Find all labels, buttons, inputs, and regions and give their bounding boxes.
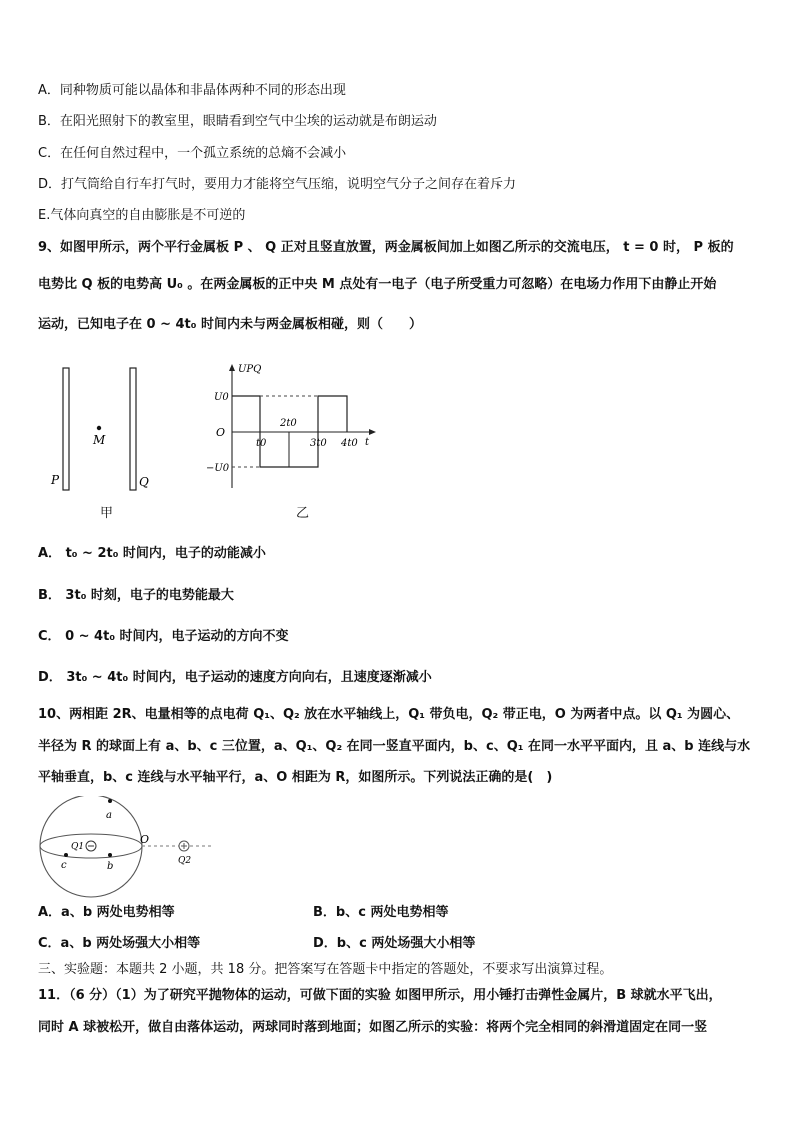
label-origin: O	[216, 426, 226, 439]
label-b: b	[107, 861, 114, 872]
label-q: Q	[139, 475, 149, 489]
q9-stem-line3: 运动，已知电子在 0 ~ 4t₀ 时间内未与两金属板相碰，则（ ）	[38, 317, 422, 332]
q9-caption-yi: 乙	[296, 506, 310, 521]
section-3-heading: 三、实验题：本题共 2 小题，共 18 分。把答案写在答题卡中指定的答题处，不要求写出演算过程。	[38, 962, 613, 977]
point-b	[108, 853, 112, 857]
q9-option-d: D． 3t₀ ~ 4t₀ 时间内，电子运动的速度方向向右，且速度逐渐减小	[38, 670, 432, 685]
q9-figure-voltage-graph	[200, 360, 390, 500]
q10-option-b: B．b、c 两处电势相等	[313, 905, 449, 920]
q10-stem-line3: 平轴垂直，b、c 连线与水平轴平行，a、O 相距为 R，如图所示。下列说法正确的是( )	[38, 770, 553, 785]
label-upq: UPQ	[238, 364, 262, 375]
q8-option-a: A．同种物质可能以晶体和非晶体两种不同的形态出现	[38, 83, 346, 98]
q10-stem-line1: 10、两相距 2R、电量相等的点电荷 Q₁、Q₂ 放在水平轴线上，Q₁ 带负电，Q₂ 带正电，O 为两者中点。以 Q₁ 为圆心、	[38, 707, 740, 722]
label-p: P	[51, 473, 60, 487]
label-neg-u0: −U0	[206, 463, 230, 474]
q10-figure-sphere	[38, 796, 228, 900]
point-c	[64, 853, 68, 857]
point-a	[108, 799, 112, 803]
q10-stem-line2: 半径为 R 的球面上有 a、b、c 三位置，a、Q₁、Q₂ 在同一竖直平面内，b、c、Q₁ 在同一水平平面内，且 a、b 连线与水	[38, 739, 751, 754]
q8-option-c: C．在任何自然过程中，一个孤立系统的总熵不会减小	[38, 146, 347, 161]
q8-option-b: B．在阳光照射下的教室里，眼睛看到空气中尘埃的运动就是布朗运动	[38, 114, 437, 129]
label-2t0: 2t0	[280, 418, 297, 429]
q9-option-a: A． t₀ ~ 2t₀ 时间内，电子的动能减小	[38, 546, 266, 561]
point-m	[97, 426, 101, 430]
label-q1: Q1	[71, 842, 85, 852]
x-axis-arrow	[369, 429, 376, 435]
q9-stem-line2: 电势比 Q 板的电势高 U₀ 。在两金属板的正中央 M 点处有一电子（电子所受重力可忽略）在电场力作用下由静止开始	[38, 277, 717, 292]
q11-stem-line2: 同时 A 球被松开，做自由落体运动，两球同时落到地面；如图乙所示的实验：将两个完全相同的斜滑道固定在同一竖	[38, 1020, 708, 1035]
label-3t0: 3t0	[310, 438, 327, 449]
plate-p	[63, 368, 69, 490]
q9-option-b: B． 3t₀ 时刻，电子的电势能最大	[38, 588, 234, 603]
plate-q	[130, 368, 136, 490]
label-c: c	[61, 860, 67, 871]
label-q2: Q2	[178, 856, 192, 866]
q9-option-c: C． 0 ~ 4t₀ 时间内，电子运动的方向不变	[38, 629, 289, 644]
q8-option-e: E.气体向真空的自由膨胀是不可逆的	[38, 208, 246, 223]
label-t0: t0	[256, 438, 267, 449]
y-axis-arrow	[229, 364, 235, 371]
label-u0: U0	[214, 392, 229, 403]
q9-stem-line1: 9、如图甲所示，两个平行金属板 P 、 Q 正对且竖直放置，两金属板间加上如图乙所示的交流电压， t = 0 时， P 板的	[38, 240, 734, 255]
q8-option-d: D．打气筒给自行车打气时，要用力才能将空气压缩，说明空气分子之间存在着斥力	[38, 177, 517, 192]
label-o: O	[140, 833, 150, 846]
label-m: M	[93, 433, 106, 447]
q10-option-c: C．a、b 两处场强大小相等	[38, 936, 201, 951]
q9-caption-jia: 甲	[100, 506, 114, 521]
q9-figure-plates	[40, 360, 170, 500]
q11-stem-line1: 11．（6 分）（1）为了研究平抛物体的运动，可做下面的实验 如图甲所示，用小锤打击弹性金属片，B 球就水平飞出，	[38, 988, 722, 1003]
q10-option-d: D．b、c 两处场强大小相等	[313, 936, 476, 951]
label-a: a	[106, 810, 112, 821]
q10-option-a: A．a、b 两处电势相等	[38, 905, 175, 920]
label-4t0: 4t0	[341, 438, 358, 449]
label-t: t	[365, 437, 370, 448]
